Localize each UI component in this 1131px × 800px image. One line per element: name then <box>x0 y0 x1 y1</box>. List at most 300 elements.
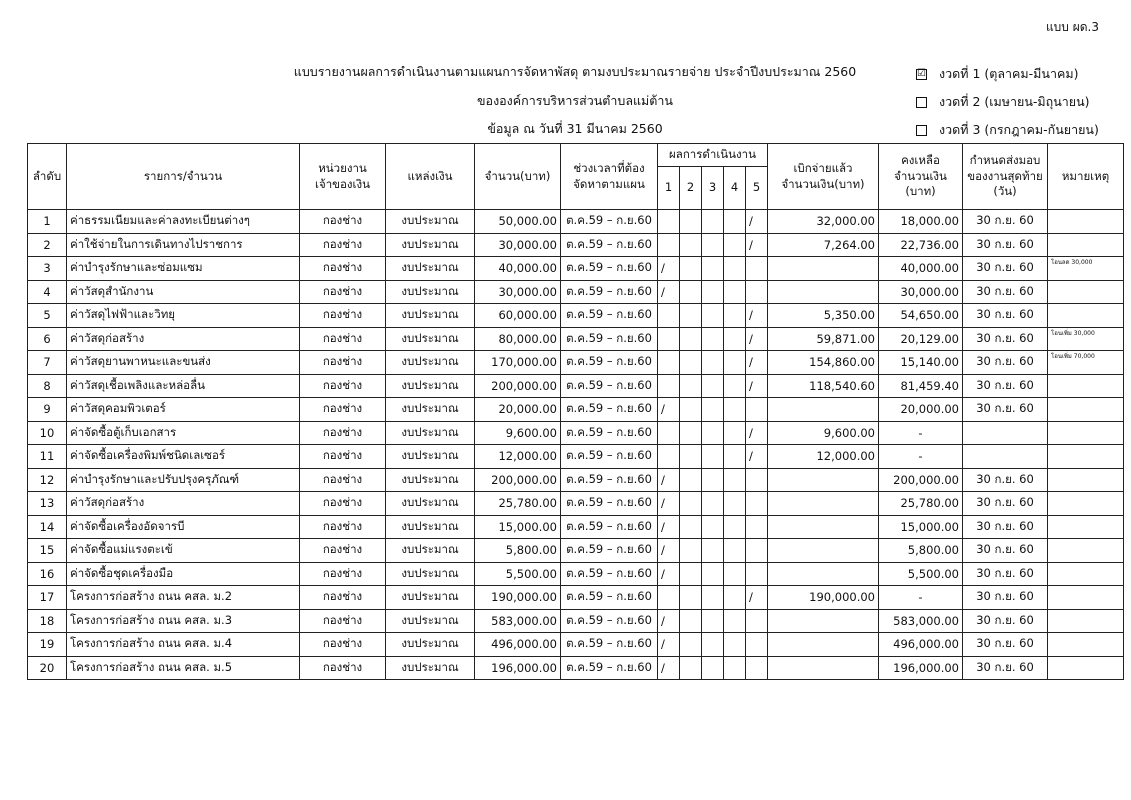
row-step-5 <box>746 257 768 281</box>
row-paid <box>768 633 879 657</box>
row-step-2 <box>680 257 702 281</box>
row-period: ต.ค.59 – ก.ย.60 <box>561 468 658 492</box>
row-step-4 <box>724 515 746 539</box>
row-step-5: / <box>746 351 768 375</box>
row-step-3 <box>702 562 724 586</box>
row-deadline: 30 ก.ย. 60 <box>963 351 1048 375</box>
row-step-2 <box>680 280 702 304</box>
row-step-3 <box>702 210 724 234</box>
row-deadline: 30 ก.ย. 60 <box>963 327 1048 351</box>
row-owner: กองช่าง <box>300 304 386 328</box>
row-step-2 <box>680 633 702 657</box>
table-row <box>28 609 1124 633</box>
col-amount: จำนวน(บาท) <box>475 144 561 210</box>
row-step-1: / <box>658 468 680 492</box>
row-step-3 <box>702 233 724 257</box>
row-source: งบประมาณ <box>386 562 475 586</box>
table-header-row <box>28 144 1124 167</box>
row-amount: 25,780.00 <box>475 492 561 516</box>
period-3-checkbox[interactable] <box>916 125 927 136</box>
row-deadline: 30 ก.ย. 60 <box>963 515 1048 539</box>
row-remark <box>1048 374 1124 398</box>
row-step-4 <box>724 327 746 351</box>
row-source: งบประมาณ <box>386 421 475 445</box>
row-paid <box>768 515 879 539</box>
col-source: แหล่งเงิน <box>386 144 475 210</box>
row-deadline: 30 ก.ย. 60 <box>963 398 1048 422</box>
row-item: ค่าจัดซื้อเครื่องพิมพ์ชนิดเลเซอร์ <box>67 445 300 469</box>
row-step-3 <box>702 586 724 610</box>
row-step-4 <box>724 445 746 469</box>
row-step-1 <box>658 210 680 234</box>
row-period: ต.ค.59 – ก.ย.60 <box>561 656 658 680</box>
row-step-1 <box>658 304 680 328</box>
row-number: 18 <box>28 609 67 633</box>
table-row <box>28 351 1124 375</box>
row-number: 8 <box>28 374 67 398</box>
col-item: รายการ/จำนวน <box>67 144 300 210</box>
row-amount: 200,000.00 <box>475 468 561 492</box>
row-remark <box>1048 445 1124 469</box>
row-remark <box>1048 280 1124 304</box>
row-remain: 30,000.00 <box>879 280 963 304</box>
row-paid <box>768 257 879 281</box>
row-item: โครงการก่อสร้าง ถนน คสล. ม.4 <box>67 633 300 657</box>
row-source: งบประมาณ <box>386 398 475 422</box>
row-step-2 <box>680 468 702 492</box>
row-amount: 5,800.00 <box>475 539 561 563</box>
row-paid: 59,871.00 <box>768 327 879 351</box>
row-step-3 <box>702 398 724 422</box>
row-step-1 <box>658 327 680 351</box>
row-step-4 <box>724 633 746 657</box>
row-item: ค่าวัสดุยานพาหนะและขนส่ง <box>67 351 300 375</box>
row-owner: กองช่าง <box>300 374 386 398</box>
row-item: โครงการก่อสร้าง ถนน คสล. ม.2 <box>67 586 300 610</box>
row-owner: กองช่าง <box>300 586 386 610</box>
row-step-2 <box>680 539 702 563</box>
col-owner-line2: เจ้าของเงิน <box>315 176 370 191</box>
row-deadline <box>963 445 1048 469</box>
row-number: 1 <box>28 210 67 234</box>
row-paid <box>768 609 879 633</box>
row-remain: 5,500.00 <box>879 562 963 586</box>
row-step-4 <box>724 398 746 422</box>
row-step-5 <box>746 398 768 422</box>
data-date: ข้อมูล ณ วันที่ 31 มีนาคม 2560 <box>487 121 663 136</box>
row-period: ต.ค.59 – ก.ย.60 <box>561 609 658 633</box>
row-remark <box>1048 492 1124 516</box>
row-remark <box>1048 562 1124 586</box>
row-step-5: / <box>746 304 768 328</box>
row-item: ค่าวัสดุก่อสร้าง <box>67 492 300 516</box>
row-deadline: 30 ก.ย. 60 <box>963 210 1048 234</box>
period-option-3[interactable] <box>916 116 1099 144</box>
table-row <box>28 374 1124 398</box>
row-step-1: / <box>658 280 680 304</box>
row-owner: กองช่าง <box>300 609 386 633</box>
row-period: ต.ค.59 – ก.ย.60 <box>561 398 658 422</box>
row-paid: 154,860.00 <box>768 351 879 375</box>
row-step-5: / <box>746 421 768 445</box>
row-remain: 81,459.40 <box>879 374 963 398</box>
table-row <box>28 656 1124 680</box>
row-owner: กองช่าง <box>300 562 386 586</box>
row-period: ต.ค.59 – ก.ย.60 <box>561 586 658 610</box>
row-item: ค่าจัดซื้อแม่แรงตะเข้ <box>67 539 300 563</box>
col-no: ลำดับ <box>28 144 67 210</box>
row-owner: กองช่าง <box>300 539 386 563</box>
row-number: 20 <box>28 656 67 680</box>
row-amount: 170,000.00 <box>475 351 561 375</box>
period-1-checkbox[interactable]: ☑ <box>917 68 926 79</box>
col-period-line2: จัดหาตามแผน <box>573 176 645 191</box>
row-owner: กองช่าง <box>300 633 386 657</box>
row-step-3 <box>702 374 724 398</box>
row-step-5 <box>746 562 768 586</box>
row-paid: 7,264.00 <box>768 233 879 257</box>
row-amount: 12,000.00 <box>475 445 561 469</box>
col-step-2: 2 <box>680 167 702 210</box>
row-step-1 <box>658 586 680 610</box>
row-remark <box>1048 421 1124 445</box>
row-step-4 <box>724 492 746 516</box>
row-deadline: 30 ก.ย. 60 <box>963 609 1048 633</box>
row-item: ค่าจัดซื้อชุดเครื่องมือ <box>67 562 300 586</box>
row-step-3 <box>702 280 724 304</box>
row-source: งบประมาณ <box>386 280 475 304</box>
row-step-2 <box>680 445 702 469</box>
row-step-2 <box>680 562 702 586</box>
row-paid <box>768 539 879 563</box>
table-row <box>28 304 1124 328</box>
row-step-5 <box>746 609 768 633</box>
row-remain: 496,000.00 <box>879 633 963 657</box>
row-item: ค่าธรรมเนียมและค่าลงทะเบียนต่างๆ <box>67 210 300 234</box>
col-deadline <box>963 144 1048 210</box>
table-row <box>28 445 1124 469</box>
table-row <box>28 633 1124 657</box>
row-step-4 <box>724 304 746 328</box>
row-source: งบประมาณ <box>386 656 475 680</box>
row-amount: 50,000.00 <box>475 210 561 234</box>
row-step-2 <box>680 210 702 234</box>
row-step-2 <box>680 492 702 516</box>
row-paid <box>768 656 879 680</box>
row-item: ค่าจัดซื้อเครื่องอัดจารบี <box>67 515 300 539</box>
form-code: แบบ ผด.3 <box>1045 20 1099 34</box>
row-period: ต.ค.59 – ก.ย.60 <box>561 233 658 257</box>
row-remark: โอนเพิ่ม 30,000 <box>1048 327 1124 351</box>
row-amount: 30,000.00 <box>475 280 561 304</box>
row-remark <box>1048 539 1124 563</box>
row-remain: 15,140.00 <box>879 351 963 375</box>
col-remain-line1: คงเหลือ <box>901 153 940 168</box>
row-number: 6 <box>28 327 67 351</box>
row-remark <box>1048 210 1124 234</box>
row-period: ต.ค.59 – ก.ย.60 <box>561 257 658 281</box>
row-step-2 <box>680 398 702 422</box>
row-amount: 196,000.00 <box>475 656 561 680</box>
row-source: งบประมาณ <box>386 210 475 234</box>
row-item: ค่าวัสดุคอมพิวเตอร์ <box>67 398 300 422</box>
row-source: งบประมาณ <box>386 304 475 328</box>
row-source: งบประมาณ <box>386 257 475 281</box>
row-step-4 <box>724 280 746 304</box>
row-amount: 200,000.00 <box>475 374 561 398</box>
row-deadline: 30 ก.ย. 60 <box>963 280 1048 304</box>
row-source: งบประมาณ <box>386 609 475 633</box>
period-option-2[interactable] <box>916 88 1099 116</box>
organization-name: ขององค์การบริหารส่วนตำบลแม่ต้าน <box>477 93 673 108</box>
row-step-3 <box>702 304 724 328</box>
row-owner: กองช่าง <box>300 233 386 257</box>
row-remain: 18,000.00 <box>879 210 963 234</box>
row-amount: 30,000.00 <box>475 233 561 257</box>
row-remark <box>1048 656 1124 680</box>
row-number: 3 <box>28 257 67 281</box>
row-step-5 <box>746 492 768 516</box>
row-step-3 <box>702 257 724 281</box>
row-owner: กองช่าง <box>300 421 386 445</box>
col-step-5: 5 <box>746 167 768 210</box>
row-period: ต.ค.59 – ก.ย.60 <box>561 539 658 563</box>
row-number: 4 <box>28 280 67 304</box>
row-deadline: 30 ก.ย. 60 <box>963 492 1048 516</box>
row-step-2 <box>680 586 702 610</box>
row-step-2 <box>680 304 702 328</box>
row-item: ค่าจัดซื้อตู้เก็บเอกสาร <box>67 421 300 445</box>
row-amount: 15,000.00 <box>475 515 561 539</box>
row-step-1 <box>658 421 680 445</box>
col-result: ผลการดำเนินงาน <box>658 144 768 167</box>
period-3-label: งวดที่ 3 (กรกฎาคม-กันยายน) <box>939 122 1099 137</box>
row-step-3 <box>702 609 724 633</box>
row-step-1 <box>658 445 680 469</box>
row-paid <box>768 280 879 304</box>
table-row <box>28 210 1124 234</box>
row-owner: กองช่าง <box>300 445 386 469</box>
row-owner: กองช่าง <box>300 351 386 375</box>
row-step-2 <box>680 327 702 351</box>
row-remark <box>1048 609 1124 633</box>
row-step-5: / <box>746 445 768 469</box>
row-period: ต.ค.59 – ก.ย.60 <box>561 421 658 445</box>
row-deadline: 30 ก.ย. 60 <box>963 539 1048 563</box>
row-item: ค่าบำรุงรักษาและปรับปรุงครุภัณฑ์ <box>67 468 300 492</box>
row-item: ค่าวัสดุไฟฟ้าและวิทยุ <box>67 304 300 328</box>
row-step-1: / <box>658 539 680 563</box>
row-step-5 <box>746 656 768 680</box>
row-deadline: 30 ก.ย. 60 <box>963 468 1048 492</box>
row-deadline: 30 ก.ย. 60 <box>963 374 1048 398</box>
col-paid-line2: จำนวนเงิน(บาท) <box>781 176 865 191</box>
row-remark <box>1048 304 1124 328</box>
row-paid: 32,000.00 <box>768 210 879 234</box>
row-number: 10 <box>28 421 67 445</box>
row-step-3 <box>702 515 724 539</box>
table-row <box>28 562 1124 586</box>
row-number: 16 <box>28 562 67 586</box>
row-item: โครงการก่อสร้าง ถนน คสล. ม.3 <box>67 609 300 633</box>
row-step-3 <box>702 633 724 657</box>
table-row <box>28 327 1124 351</box>
row-step-1: / <box>658 515 680 539</box>
period-option-1[interactable] <box>916 60 1099 88</box>
row-period: ต.ค.59 – ก.ย.60 <box>561 327 658 351</box>
row-step-3 <box>702 445 724 469</box>
row-paid: 12,000.00 <box>768 445 879 469</box>
row-paid <box>768 492 879 516</box>
row-amount: 190,000.00 <box>475 586 561 610</box>
col-step-4: 4 <box>724 167 746 210</box>
row-item: ค่าบำรุงรักษาและซ่อมแซม <box>67 257 300 281</box>
row-item: โครงการก่อสร้าง ถนน คสล. ม.5 <box>67 656 300 680</box>
row-step-3 <box>702 421 724 445</box>
col-remain <box>879 144 963 210</box>
row-number: 11 <box>28 445 67 469</box>
row-source: งบประมาณ <box>386 351 475 375</box>
row-amount: 496,000.00 <box>475 633 561 657</box>
row-remain: - <box>879 421 963 445</box>
row-step-4 <box>724 421 746 445</box>
row-step-5: / <box>746 586 768 610</box>
procurement-report-table <box>27 143 1124 680</box>
row-number: 5 <box>28 304 67 328</box>
row-paid <box>768 468 879 492</box>
row-number: 13 <box>28 492 67 516</box>
row-source: งบประมาณ <box>386 233 475 257</box>
row-remain: 22,736.00 <box>879 233 963 257</box>
row-paid <box>768 562 879 586</box>
row-step-4 <box>724 257 746 281</box>
row-period: ต.ค.59 – ก.ย.60 <box>561 374 658 398</box>
row-source: งบประมาณ <box>386 327 475 351</box>
row-number: 15 <box>28 539 67 563</box>
row-owner: กองช่าง <box>300 257 386 281</box>
row-step-5 <box>746 633 768 657</box>
row-step-5: / <box>746 374 768 398</box>
col-paid <box>768 144 879 210</box>
table-row <box>28 586 1124 610</box>
col-step-3: 3 <box>702 167 724 210</box>
row-number: 2 <box>28 233 67 257</box>
table-row <box>28 233 1124 257</box>
row-step-2 <box>680 233 702 257</box>
row-step-1: / <box>658 257 680 281</box>
row-step-1: / <box>658 398 680 422</box>
row-remain: 40,000.00 <box>879 257 963 281</box>
row-remark <box>1048 515 1124 539</box>
row-step-4 <box>724 539 746 563</box>
row-step-4 <box>724 468 746 492</box>
row-amount: 60,000.00 <box>475 304 561 328</box>
row-amount: 20,000.00 <box>475 398 561 422</box>
row-step-2 <box>680 351 702 375</box>
col-period-line1: ช่วงเวลาที่ต้อง <box>573 160 645 175</box>
row-owner: กองช่าง <box>300 492 386 516</box>
row-remain: - <box>879 586 963 610</box>
row-number: 12 <box>28 468 67 492</box>
col-period <box>561 144 658 210</box>
row-owner: กองช่าง <box>300 468 386 492</box>
period-2-checkbox[interactable] <box>916 97 927 108</box>
row-step-5: / <box>746 210 768 234</box>
row-remain: 200,000.00 <box>879 468 963 492</box>
row-remain: 196,000.00 <box>879 656 963 680</box>
row-amount: 80,000.00 <box>475 327 561 351</box>
row-step-1 <box>658 233 680 257</box>
table-row <box>28 421 1124 445</box>
row-step-3 <box>702 468 724 492</box>
row-step-4 <box>724 609 746 633</box>
row-owner: กองช่าง <box>300 280 386 304</box>
table-row <box>28 492 1124 516</box>
row-step-1: / <box>658 609 680 633</box>
row-remark <box>1048 633 1124 657</box>
row-number: 19 <box>28 633 67 657</box>
row-remark <box>1048 398 1124 422</box>
col-owner <box>300 144 386 210</box>
row-step-1: / <box>658 562 680 586</box>
row-item: ค่าวัสดุก่อสร้าง <box>67 327 300 351</box>
row-period: ต.ค.59 – ก.ย.60 <box>561 445 658 469</box>
row-step-5 <box>746 539 768 563</box>
row-step-2 <box>680 515 702 539</box>
period-checkbox-group <box>916 60 1099 144</box>
row-source: งบประมาณ <box>386 515 475 539</box>
row-amount: 9,600.00 <box>475 421 561 445</box>
col-deadline-line3: (วัน) <box>993 184 1017 199</box>
row-remark <box>1048 586 1124 610</box>
row-period: ต.ค.59 – ก.ย.60 <box>561 280 658 304</box>
row-number: 14 <box>28 515 67 539</box>
row-step-2 <box>680 374 702 398</box>
row-source: งบประมาณ <box>386 586 475 610</box>
row-paid: 118,540.60 <box>768 374 879 398</box>
row-paid: 5,350.00 <box>768 304 879 328</box>
row-deadline <box>963 421 1048 445</box>
row-step-2 <box>680 656 702 680</box>
row-step-4 <box>724 233 746 257</box>
row-step-3 <box>702 656 724 680</box>
row-owner: กองช่าง <box>300 656 386 680</box>
row-step-2 <box>680 421 702 445</box>
row-amount: 40,000.00 <box>475 257 561 281</box>
row-step-5 <box>746 280 768 304</box>
row-step-4 <box>724 351 746 375</box>
row-amount: 583,000.00 <box>475 609 561 633</box>
row-owner: กองช่าง <box>300 327 386 351</box>
col-deadline-line2: ของงานสุดท้าย <box>967 168 1043 183</box>
row-step-4 <box>724 210 746 234</box>
row-step-5: / <box>746 233 768 257</box>
row-step-2 <box>680 609 702 633</box>
col-owner-line1: หน่วยงาน <box>318 160 367 175</box>
row-deadline: 30 ก.ย. 60 <box>963 562 1048 586</box>
row-deadline: 30 ก.ย. 60 <box>963 233 1048 257</box>
row-deadline: 30 ก.ย. 60 <box>963 257 1048 281</box>
row-number: 7 <box>28 351 67 375</box>
row-period: ต.ค.59 – ก.ย.60 <box>561 562 658 586</box>
row-remark <box>1048 233 1124 257</box>
row-paid: 9,600.00 <box>768 421 879 445</box>
row-step-4 <box>724 586 746 610</box>
row-source: งบประมาณ <box>386 468 475 492</box>
row-step-3 <box>702 539 724 563</box>
row-step-1 <box>658 351 680 375</box>
row-source: งบประมาณ <box>386 539 475 563</box>
